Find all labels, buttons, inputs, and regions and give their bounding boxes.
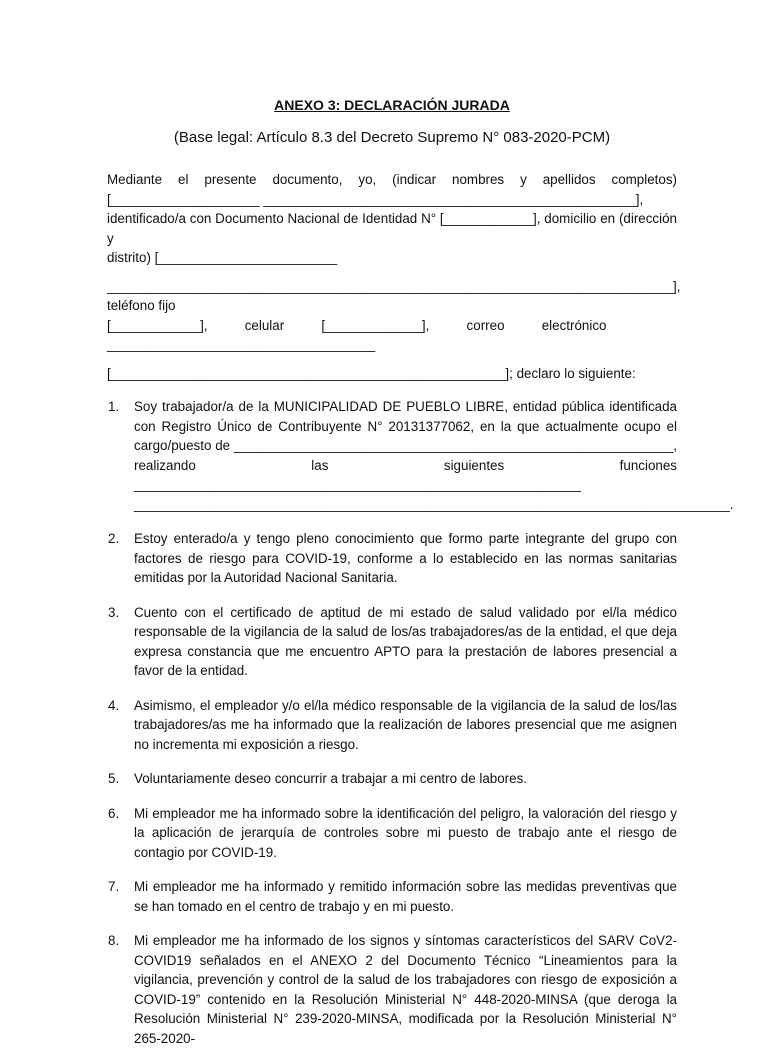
list-number: 5. [108,771,120,786]
list-item [107,931,677,1048]
intro-paragraph-1 [107,170,677,268]
list-number: 8. [108,933,120,948]
list-number: 6. [108,805,120,821]
list-item [107,877,677,916]
intro-line: identificado/a con Documento Nacional de Identidad N° [____________], domicilio en (dirección y [107,211,677,246]
list-item [107,529,677,588]
list-text: Estoy enterado/a y tengo pleno conocimiento que formo parte integrante del grupo con factores de riesgo para COVID-19, conforme a lo establecido en las normas sanitarias emitidas por la Autoridad Nacional Sanitaria. [134,531,677,585]
intro-line: distrito) [________________________ [107,250,338,265]
list-text: Mi empleador me ha informado de los signos y síntomas característicos del SARV CoV2-COVID19 señalados en el ANEXO 2 del Documento Técnico “Lineamientos para la vigilancia, prevención y control de la salud de los trabajadores con riesgo de exposición a COVID-19” contenido en la Resolución Ministerial N° 448-2020-MINSA (que deroga la Resolución Ministerial N° 239-2020-MINSA, modificada por la Resolución Ministerial N° 265-2020- [134,933,677,1046]
spacer [107,268,677,277]
list-number: 3. [108,604,120,620]
list-number: 1. [108,399,120,414]
list-item [107,696,677,755]
intro-line: [____________________ __________________________________________________], [107,191,644,207]
intro-line: ____________________________________________________________________________], teléfono fijo [107,278,681,313]
intro-line: [____________], celular [_____________], correo electrónico [107,317,607,333]
list-number: 4. [108,697,120,713]
list-item [107,603,677,681]
list-number: 7. [108,879,120,894]
list-item [107,804,677,863]
intro-line: ____________________________________ [107,337,376,352]
list-text: Voluntariamente deseo concurrir a trabajar a mi centro de labores. [134,771,528,786]
spacer [107,355,677,364]
document-title: ANEXO 3: DECLARACIÓN JURADA [274,97,510,113]
list-number: 2. [108,531,120,546]
intro-line: Mediante el presente documento, yo, (indicar nombres y apellidos completos) [107,172,677,187]
declaration-list [107,397,734,1048]
list-item [107,769,677,789]
intro-paragraph-2 [107,277,681,355]
list-text: Asimismo, el empleador y/o el/la médico responsable de la vigilancia de la salud de los/las trabajadores/as me ha informado que la realización de labores presencial que me asignen no incrementa mi exposición a riesgo. [134,697,677,752]
document-subtitle: (Base legal: Artículo 8.3 del Decreto Supremo N° 083-2020-PCM) [173,128,611,146]
list-text: Mi empleador me ha informado sobre la identificación del peligro, la valoración del riesgo y la aplicación de jerarquía de controles sobre mi puesto de trabajo ante el riesgo de contagio por COVID-19. [134,805,677,860]
list-text: Mi empleador me ha informado y remitido información sobre las medidas preventivas que se han tomado en el centro de trabajo y en mi puesto. [134,879,677,914]
intro-paragraph-3: [_____________________________________________________]; declaro lo siguiente: [107,365,636,381]
list-text: Cuento con el certificado de aptitud de mi estado de salud validado por el/la médico responsable de la vigilancia de la salud de los/as trabajadores/as de la entidad, el que deja expresa constancia que me encuentro APTO para la prestación de labores presencial a favor de la entidad. [134,604,677,678]
list-text: Soy trabajador/a de la MUNICIPALIDAD DE PUEBLO LIBRE, entidad pública identificada con Registro Único de Contribuyente N° 20131377062, en la que actualmente ocupo el cargo/puesto de ___________________________________________________________, realizando las siguientes funciones ____________________________________________________________ ________________________________________________________________________________. [134,399,734,512]
list-item [107,397,734,514]
